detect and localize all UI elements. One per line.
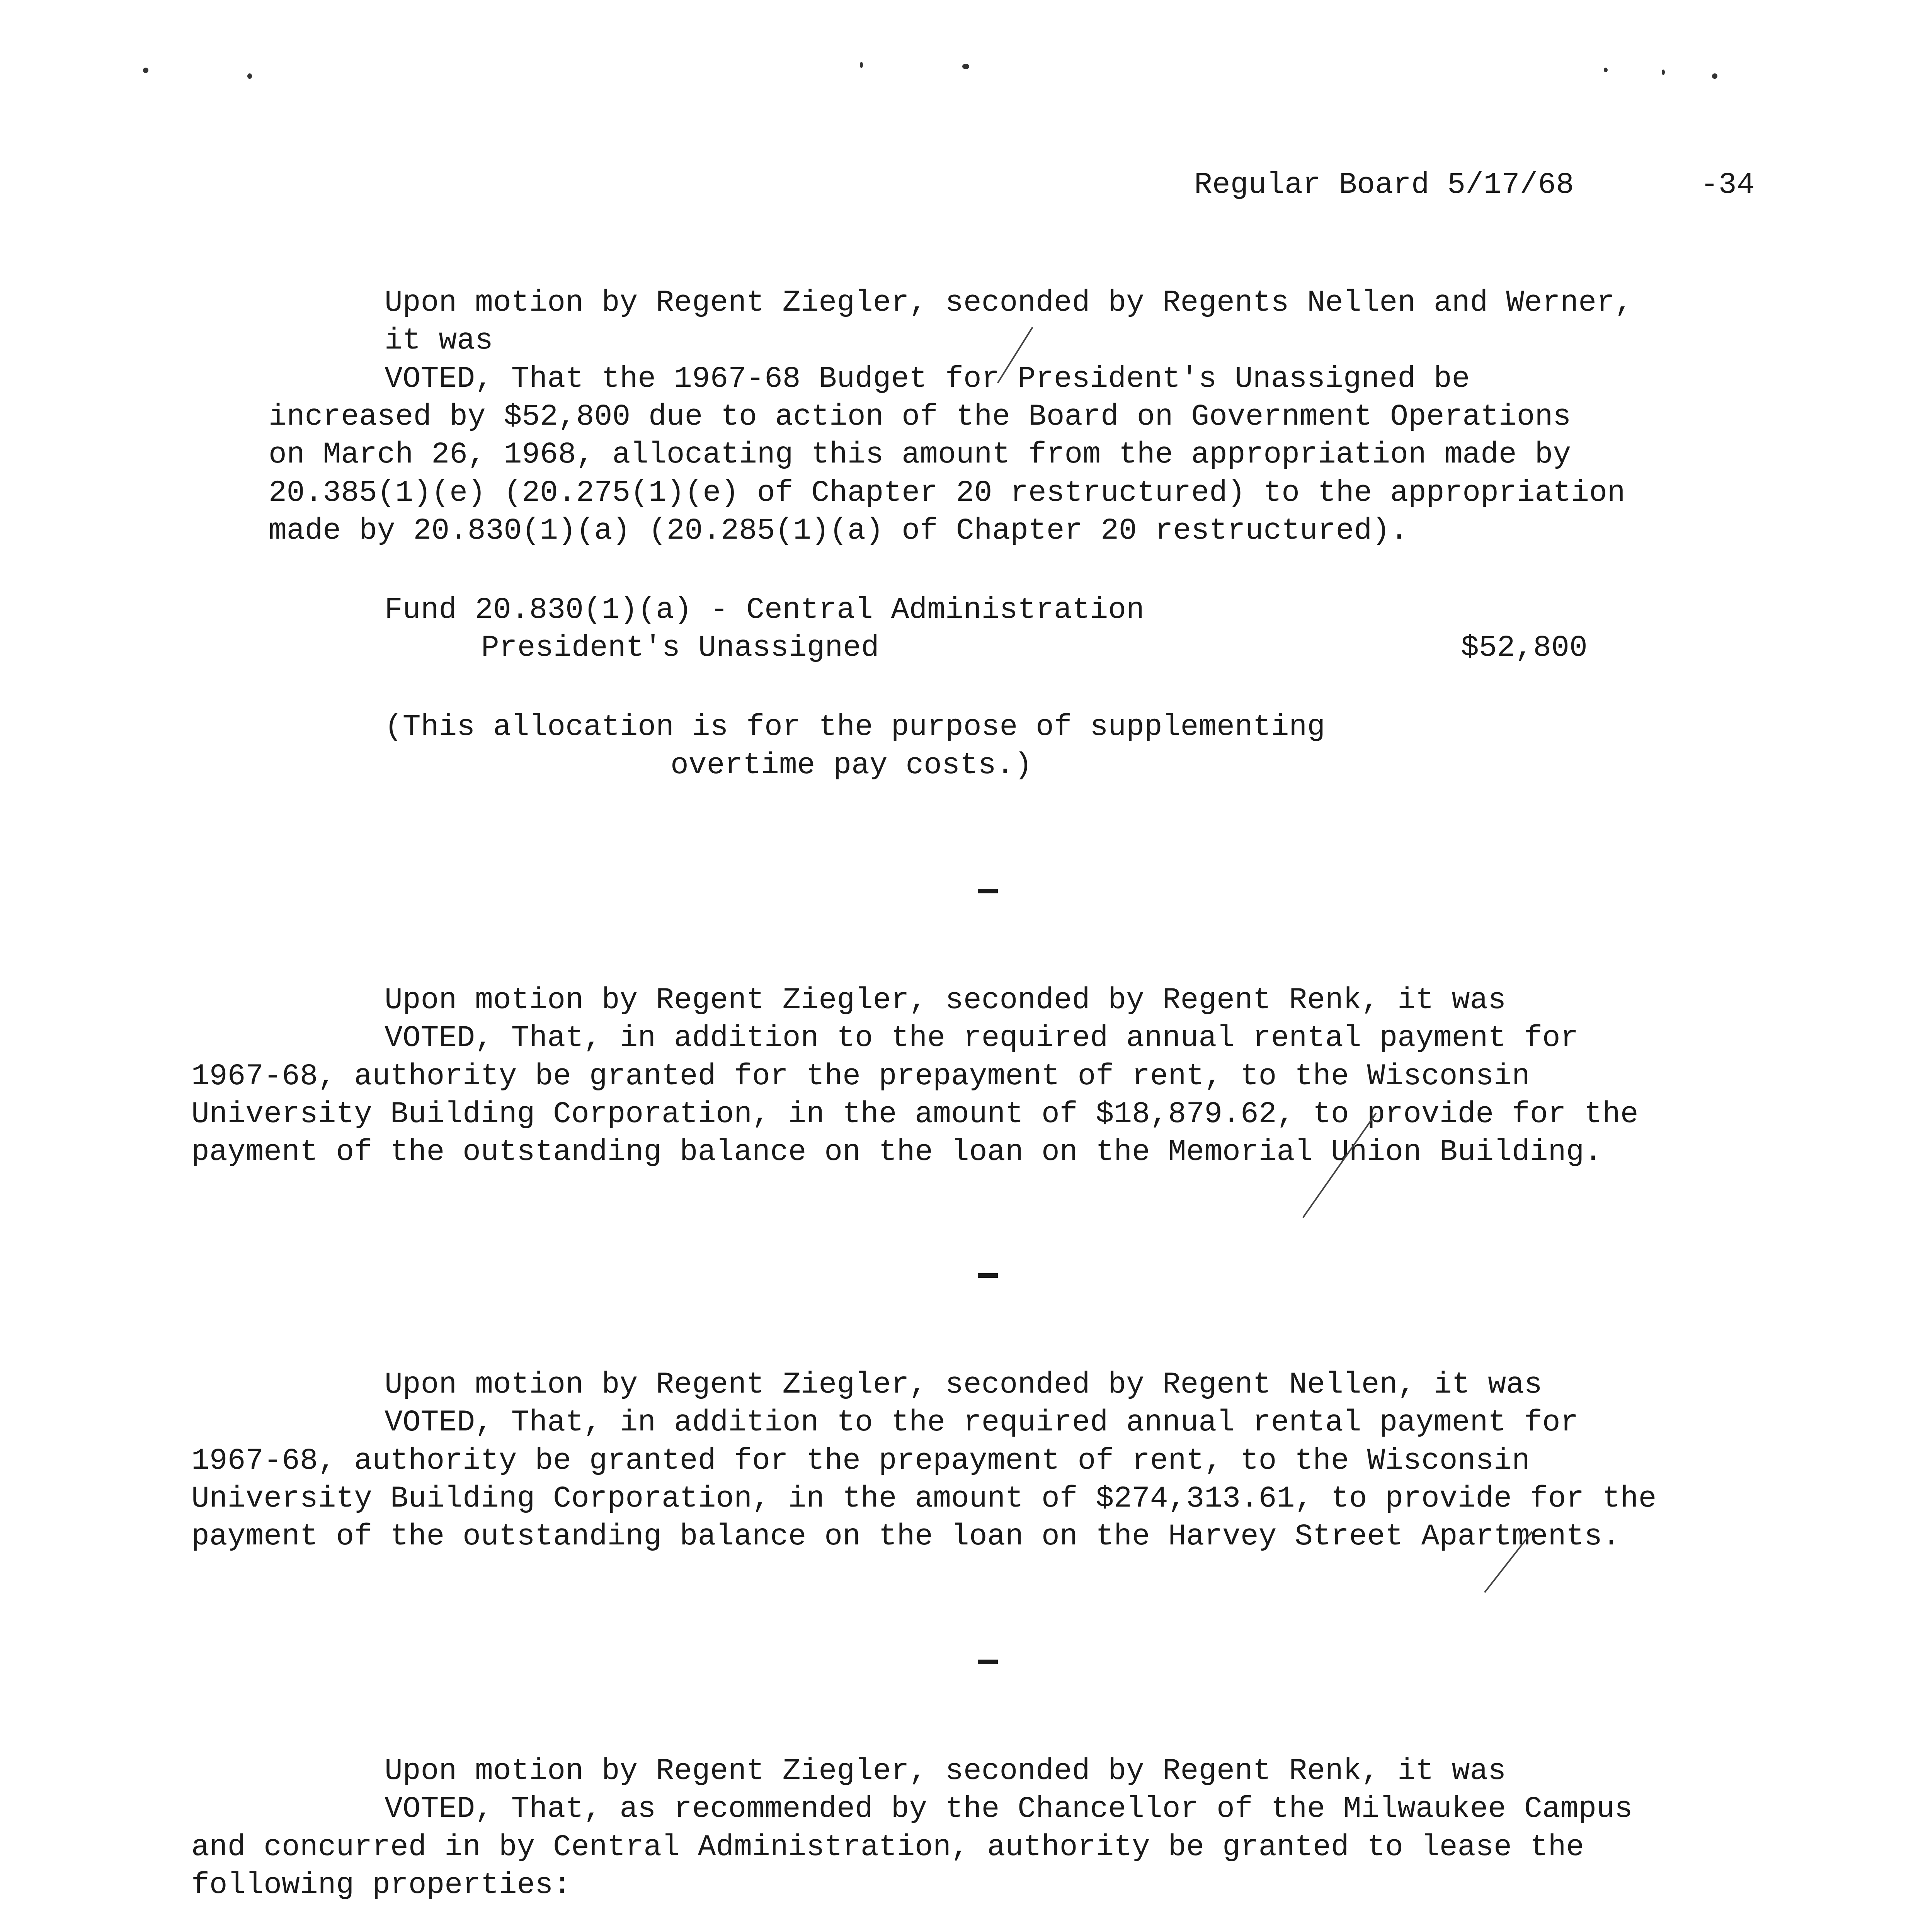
item2-line-1: Upon motion by Regent Ziegler, seconded by Regent Renk, it was (385, 983, 1506, 1017)
item1-line-1: Upon motion by Regent Ziegler, seconded by Regents Nellen and Werner, (385, 286, 1633, 320)
item3-line-3: 1967-68, authority be granted for the prepayment of rent, to the Wisconsin (191, 1444, 1530, 1478)
header-title: Regular Board 5/17/68 (1194, 168, 1574, 202)
item1-line-3: VOTED, That the 1967-68 Budget for President's Unassigned be (385, 362, 1470, 396)
scan-speck (962, 64, 969, 69)
item3-line-2: VOTED, That, in addition to the required annual rental payment for (385, 1406, 1579, 1440)
item1-line-6: 20.385(1)(e) (20.275(1)(e) of Chapter 20 restructured) to the appropriation (269, 476, 1625, 510)
item2-line-3: 1967-68, authority be granted for the prepayment of rent, to the Wisconsin (191, 1060, 1530, 1094)
item2-line-5: payment of the outstanding balance on the loan on the Memorial Union Building. (191, 1135, 1602, 1169)
item1-line-2: it was (385, 324, 493, 358)
section-separator (978, 1660, 998, 1664)
item3-line-4: University Building Corporation, in the amount of $274,313.61, to provide for the (191, 1482, 1657, 1516)
item2-line-2: VOTED, That, in addition to the required annual rental payment for (385, 1021, 1579, 1055)
header-page-number: -34 (1700, 168, 1755, 202)
item1-line-5: on March 26, 1968, allocating this amount from the appropriation made by (269, 438, 1571, 472)
item4-line-2: VOTED, That, as recommended by the Chancellor of the Milwaukee Campus (385, 1792, 1633, 1826)
item4-line-4: following properties: (191, 1868, 571, 1902)
item3-line-1: Upon motion by Regent Ziegler, seconded by Regent Nellen, it was (385, 1368, 1542, 1402)
scan-speck (860, 62, 863, 68)
item4-line-3: and concurred in by Central Administration, authority be granted to lease the (191, 1830, 1584, 1864)
scan-speck (143, 68, 148, 73)
item1-note-line-1: (This allocation is for the purpose of supplementing (385, 710, 1325, 744)
item1-fund-line: Fund 20.830(1)(a) - Central Administration (385, 593, 1144, 627)
item4-line-1: Upon motion by Regent Ziegler, seconded by Regent Renk, it was (385, 1754, 1506, 1788)
item1-line-7: made by 20.830(1)(a) (20.285(1)(a) of Chapter 20 restructured). (269, 514, 1408, 548)
item2-line-4: University Building Corporation, in the amount of $18,879.62, to provide for the (191, 1097, 1639, 1131)
scan-speck (1604, 68, 1608, 72)
section-separator (978, 1273, 998, 1278)
scan-speck (1712, 73, 1717, 79)
item1-fund-sub: President's Unassigned (481, 631, 879, 665)
scan-speck (1662, 70, 1665, 75)
item1-note-line-2: overtime pay costs.) (670, 748, 1033, 782)
item3-line-5: payment of the outstanding balance on the loan on the Harvey Street Apartments. (191, 1520, 1620, 1554)
item1-line-4: increased by $52,800 due to action of the Board on Government Operations (269, 400, 1571, 434)
scan-speck (247, 73, 252, 79)
item1-fund-amount: $52,800 (1461, 631, 1588, 665)
section-separator (978, 889, 998, 893)
